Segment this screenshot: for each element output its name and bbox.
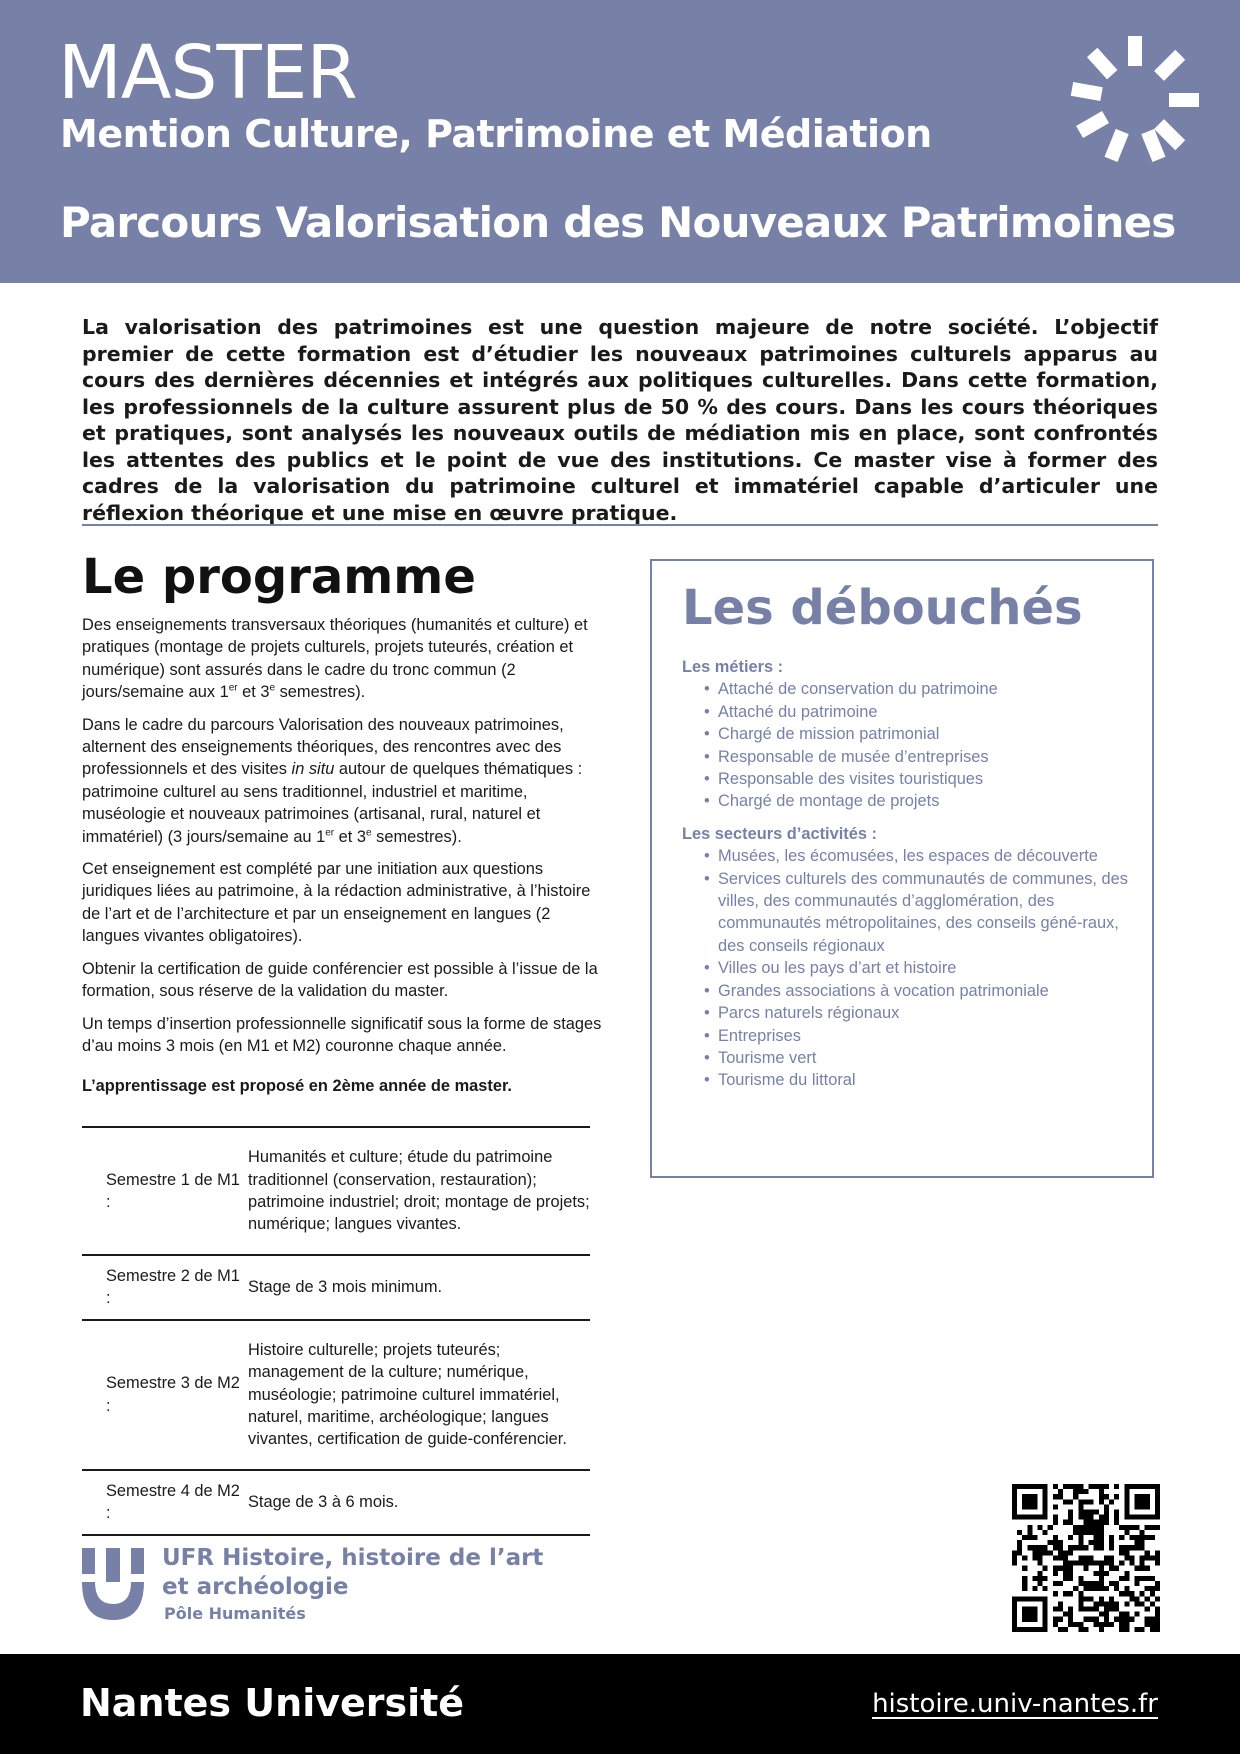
- list-item: • Musées, les écomusées, les espaces de découverte: [718, 845, 1142, 867]
- metiers-list: [682, 678, 1142, 812]
- website-link[interactable]: histoire.univ-nantes.fr: [872, 1689, 1158, 1719]
- semester-content: Histoire culturelle; projets tuteurés; management de la culture; numérique, muséologie; patrimoine culturel immatériel, naturel, maritime, archéologique; langues vivantes, certification de guide-conférencier.: [248, 1320, 590, 1470]
- list-item: • Attaché de conservation du patrimoine: [718, 678, 1142, 700]
- secteurs-heading: Les secteurs d’activités :: [682, 824, 877, 843]
- list-item: • Attaché du patrimoine: [718, 701, 1142, 723]
- table-row: [82, 1127, 590, 1255]
- header-banner: [0, 0, 1240, 283]
- list-item: • Chargé de mission patrimonial: [718, 723, 1142, 745]
- university-name: Nantes Université: [80, 1681, 465, 1725]
- list-item: • Tourisme du littoral: [718, 1069, 1142, 1091]
- list-item: • Tourisme vert: [718, 1047, 1142, 1069]
- semester-label: Semestre 4 de M2 :: [82, 1470, 248, 1535]
- programme-paragraph: Des enseignements transversaux théoriques (humanités et culture) et pratiques (montage de projets culturels, projets tuteurés, création et numérique) sont assurés dans le cadre du tronc commun (2 jours/semaine aux 1er et 3e semestres).: [82, 616, 588, 702]
- list-item: • Grandes associations à vocation patrimoniale: [718, 980, 1142, 1002]
- table-row: [82, 1470, 590, 1535]
- divider: [82, 524, 1158, 526]
- programme-paragraph: Cet enseignement est complété par une initiation aux questions juridiques liées au patrimoine, à la rédaction administrative, à l’histoire de l’art et de l’architecture et par un enseignement en langues (2 langues vivantes obligatoires).: [82, 860, 591, 946]
- secteurs-list: [682, 845, 1142, 1091]
- semester-label: Semestre 3 de M2 :: [82, 1320, 248, 1470]
- programme-paragraph: Obtenir la certification de guide conférencier est possible à l’issue de la formation, sous réserve de la validation du master.: [82, 959, 598, 1001]
- list-item: • Services culturels des communautés de communes, des villes, des communautés d’agglomération, des communautés métropolitaines, des conseils géné-raux, des conseils régionaux: [718, 868, 1142, 958]
- semesters-table: [82, 1126, 590, 1536]
- pole-label: Pôle Humanités: [164, 1604, 306, 1623]
- intro-paragraph: La valorisation des patrimoines est une question majeure de notre société. L’objectif premier de cette formation est d’étudier les nouveaux patrimoines culturels apparus au cours des dernières décennies et intégrés aux politiques culturelles. Dans cette formation, les professionnels de la culture assurent plus de 50 % des cours. Dans les cours théoriques et pratiques, sont analysés les nouveaux outils de médiation mis en place, sont confrontés les attentes des publics et le point de vue des institutions. Ce master vise à former des cadres de la valorisation du patrimoine culturel et immatériel capable d’articuler une réflexion théorique et une mise en œuvre pratique.: [82, 315, 1158, 525]
- programme-heading: Le programme: [82, 549, 476, 605]
- apprentissage-note: L’apprentissage est proposé en 2ème année de master.: [82, 1077, 512, 1096]
- nantes-u-logo-icon: [82, 1548, 144, 1620]
- page-title: MASTER: [58, 30, 357, 116]
- semester-content: Stage de 3 à 6 mois.: [248, 1470, 590, 1535]
- list-item: • Parcs naturels régionaux: [718, 1002, 1142, 1024]
- programme-text: [82, 614, 612, 1108]
- programme-paragraph: Un temps d’insertion professionnelle significatif sous la forme de stages d’au moins 3 mois (en M1 et M2) couronne chaque année.: [82, 1014, 602, 1055]
- debouches-heading: Les débouchés: [682, 580, 1083, 636]
- table-row: [82, 1320, 590, 1470]
- qr-code-icon: [1012, 1484, 1160, 1632]
- semester-content: Humanités et culture; étude du patrimoine traditionnel (conservation, restauration); patrimoine industriel; droit; montage de projets; numérique; langues vivantes.: [248, 1127, 590, 1255]
- list-item: • Responsable de musée d’entreprises: [718, 746, 1142, 768]
- metiers-heading: Les métiers :: [682, 658, 784, 676]
- list-item: • Chargé de montage de projets: [718, 790, 1142, 812]
- table-row: [82, 1255, 590, 1320]
- semester-content: Stage de 3 mois minimum.: [248, 1255, 590, 1320]
- footer-bar: [0, 1654, 1240, 1754]
- debouches-content: [682, 656, 1142, 1102]
- programme-paragraph: Dans le cadre du parcours Valorisation des nouveaux patrimoines, alternent des enseignements théoriques, des rencontres avec des professionnels et des visites in situ autour de quelques thématiques : patrimoine culturel au sens traditionnel, industriel et maritime, muséologie et nouveaux patrimoines (artisanal, rural, naturel et immatériel) (3 jours/semaine au 1er et 3e semestres).: [82, 715, 583, 846]
- sunburst-icon: [1065, 30, 1205, 170]
- parcours-title: Parcours Valorisation des Nouveaux Patrimoines: [60, 198, 1176, 247]
- semester-label: Semestre 2 de M1 :: [82, 1255, 248, 1320]
- semester-label: Semestre 1 de M1 :: [82, 1127, 248, 1255]
- mention-subtitle: Mention Culture, Patrimoine et Médiation: [60, 112, 932, 156]
- list-item: • Villes ou les pays d’art et histoire: [718, 957, 1142, 979]
- ufr-block: [82, 1544, 582, 1624]
- list-item: • Entreprises: [718, 1025, 1142, 1047]
- list-item: • Responsable des visites touristiques: [718, 768, 1142, 790]
- ufr-name: UFR Histoire, histoire de l’art et archéologie: [162, 1545, 544, 1600]
